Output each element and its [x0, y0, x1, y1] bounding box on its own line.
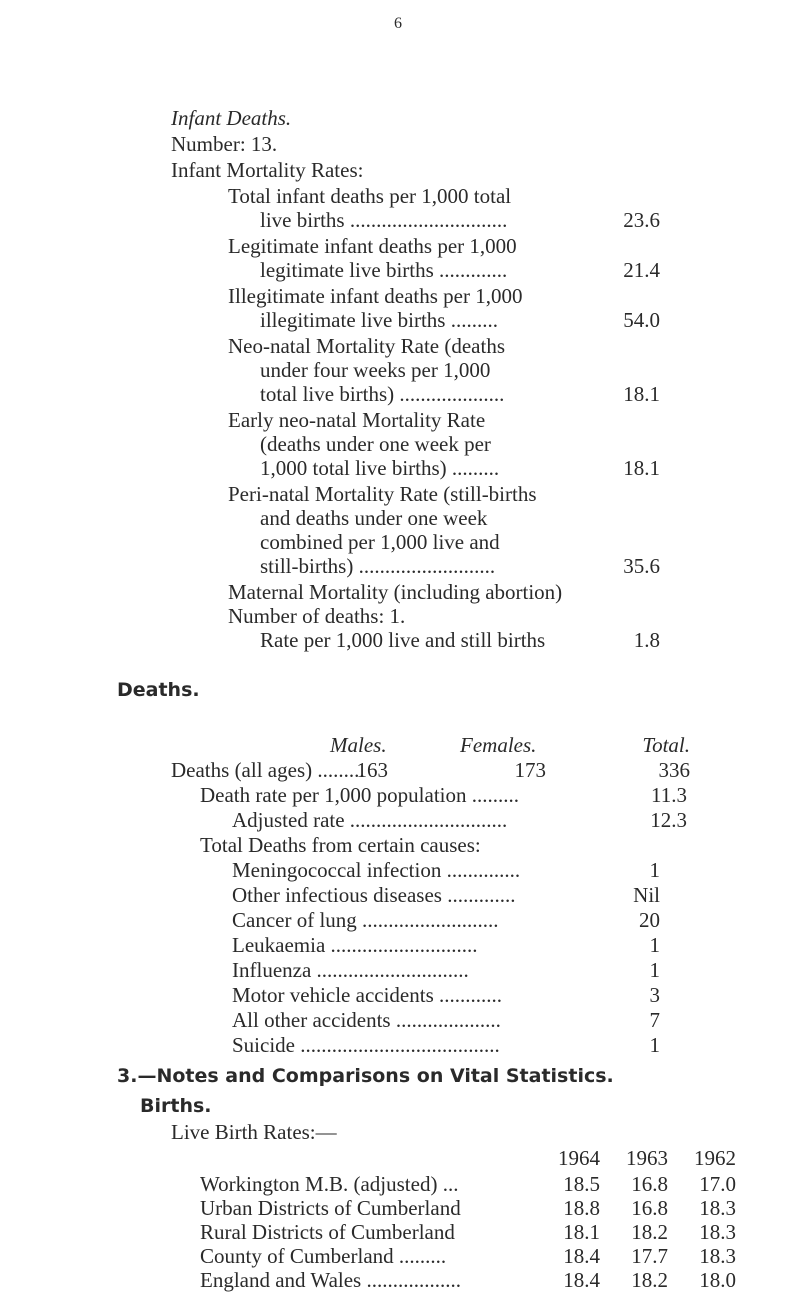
perinatal-line3: combined per 1,000 live and: [260, 530, 500, 554]
year-header: 1963: [626, 1146, 668, 1170]
cause-label: Suicide ......................................: [232, 1033, 500, 1057]
total-infant-line1: Total infant deaths per 1,000 total: [228, 184, 512, 208]
births-heading: Births.: [140, 1095, 212, 1117]
legit-infant-line2: legitimate live births .............: [260, 258, 508, 282]
notes-heading: 3.—Notes and Comparisons on Vital Statistics.: [117, 1065, 614, 1087]
illegit-infant-line2: illegitimate live births .........: [260, 308, 498, 332]
birth-rate-row-label: Urban Districts of Cumberland: [200, 1196, 461, 1220]
early-neonatal-line2: (deaths under one week per: [260, 432, 491, 456]
perinatal-line1: Peri-natal Mortality Rate (still-births: [228, 482, 537, 506]
birth-rate-value: 18.5: [563, 1172, 600, 1196]
cause-label: Leukaemia ............................: [232, 933, 478, 957]
cause-value: 1: [649, 958, 660, 982]
col-females: Females.: [460, 733, 537, 757]
birth-rate-value: 18.2: [631, 1220, 668, 1244]
birth-rate-value: 18.4: [563, 1244, 600, 1268]
birth-rate-value: 17.0: [699, 1172, 736, 1196]
early-neonatal-value: 18.1: [623, 456, 660, 480]
neonatal-value: 18.1: [623, 382, 660, 406]
early-neonatal-line1: Early neo-natal Mortality Rate: [228, 408, 486, 432]
infant-deaths-number: Number: 13.: [171, 132, 278, 156]
year-header: 1964: [558, 1146, 600, 1170]
year-header: 1962: [694, 1146, 736, 1170]
deaths-heading: Deaths.: [117, 679, 200, 701]
birth-rate-row-label: England and Wales ..................: [200, 1268, 461, 1292]
cause-value: 20: [639, 908, 660, 932]
birth-rate-value: 18.0: [699, 1268, 736, 1292]
neonatal-line3: total live births) ....................: [260, 382, 505, 406]
birth-rate-value: 17.7: [631, 1244, 668, 1268]
total-infant-value: 23.6: [623, 208, 660, 232]
cause-label: Meningococcal infection ..............: [232, 858, 521, 882]
col-males: Males.: [330, 733, 387, 757]
birth-rate-value: 18.3: [699, 1220, 736, 1244]
infant-mortality-rates-heading: Infant Mortality Rates:: [171, 158, 364, 182]
early-neonatal-line3: 1,000 total live births) .........: [260, 456, 500, 480]
birth-rate-row-label: Rural Districts of Cumberland: [200, 1220, 455, 1244]
illegit-infant-value: 54.0: [623, 308, 660, 332]
cause-value: 1: [649, 933, 660, 957]
cause-value: 7: [649, 1008, 660, 1032]
cause-label: Motor vehicle accidents ............: [232, 983, 503, 1007]
cause-label: Cancer of lung ..........................: [232, 908, 499, 932]
death-rate-value: 11.3: [651, 783, 687, 807]
deaths-all-ages-females: 173: [514, 758, 546, 782]
legit-infant-value: 21.4: [623, 258, 660, 282]
cause-label: All other accidents ....................: [232, 1008, 501, 1032]
deaths-all-ages-label: Deaths (all ages) .........: [171, 758, 365, 782]
cause-label: Other infectious diseases .............: [232, 883, 516, 907]
legit-infant-line1: Legitimate infant deaths per 1,000: [228, 234, 517, 258]
deaths-all-ages-total: 336: [658, 758, 690, 782]
birth-rate-row-label: Workington M.B. (adjusted) ...: [200, 1172, 459, 1196]
illegit-infant-line1: Illegitimate infant deaths per 1,000: [228, 284, 523, 308]
cause-value: Nil: [633, 883, 660, 907]
birth-rate-row-label: County of Cumberland .........: [200, 1244, 447, 1268]
birth-rate-value: 18.3: [699, 1244, 736, 1268]
maternal-line3: Rate per 1,000 live and still births: [260, 628, 546, 652]
adjusted-rate-label: Adjusted rate ..............................: [232, 808, 508, 832]
page-number: 6: [394, 15, 402, 32]
perinatal-line2: and deaths under one week: [260, 506, 488, 530]
cause-value: 3: [649, 983, 660, 1007]
perinatal-line4: still-births) ..........................: [260, 554, 496, 578]
birth-rate-value: 18.1: [563, 1220, 600, 1244]
birth-rate-value: 18.8: [563, 1196, 600, 1220]
col-total: Total.: [642, 733, 690, 757]
cause-value: 1: [649, 858, 660, 882]
birth-rate-value: 18.2: [631, 1268, 668, 1292]
live-birth-rates-heading: Live Birth Rates:—: [171, 1120, 337, 1144]
neonatal-line1: Neo-natal Mortality Rate (deaths: [228, 334, 505, 358]
maternal-line2: Number of deaths: 1.: [228, 604, 406, 628]
infant-deaths-heading: Infant Deaths.: [171, 106, 292, 130]
birth-rate-value: 16.8: [631, 1172, 668, 1196]
birth-rate-value: 16.8: [631, 1196, 668, 1220]
cause-label: Influenza .............................: [232, 958, 469, 982]
certain-causes-heading: Total Deaths from certain causes:: [200, 833, 481, 857]
birth-rate-value: 18.3: [699, 1196, 736, 1220]
maternal-line1: Maternal Mortality (including abortion): [228, 580, 563, 604]
perinatal-value: 35.6: [623, 554, 660, 578]
cause-value: 1: [649, 1033, 660, 1057]
birth-rate-value: 18.4: [563, 1268, 600, 1292]
neonatal-line2: under four weeks per 1,000: [260, 358, 491, 382]
death-rate-label: Death rate per 1,000 population .........: [200, 783, 519, 807]
total-infant-line2: live births ..............................: [260, 208, 508, 232]
maternal-value: 1.8: [633, 628, 660, 652]
deaths-all-ages-males: 163: [356, 758, 388, 782]
adjusted-rate-value: 12.3: [650, 808, 687, 832]
